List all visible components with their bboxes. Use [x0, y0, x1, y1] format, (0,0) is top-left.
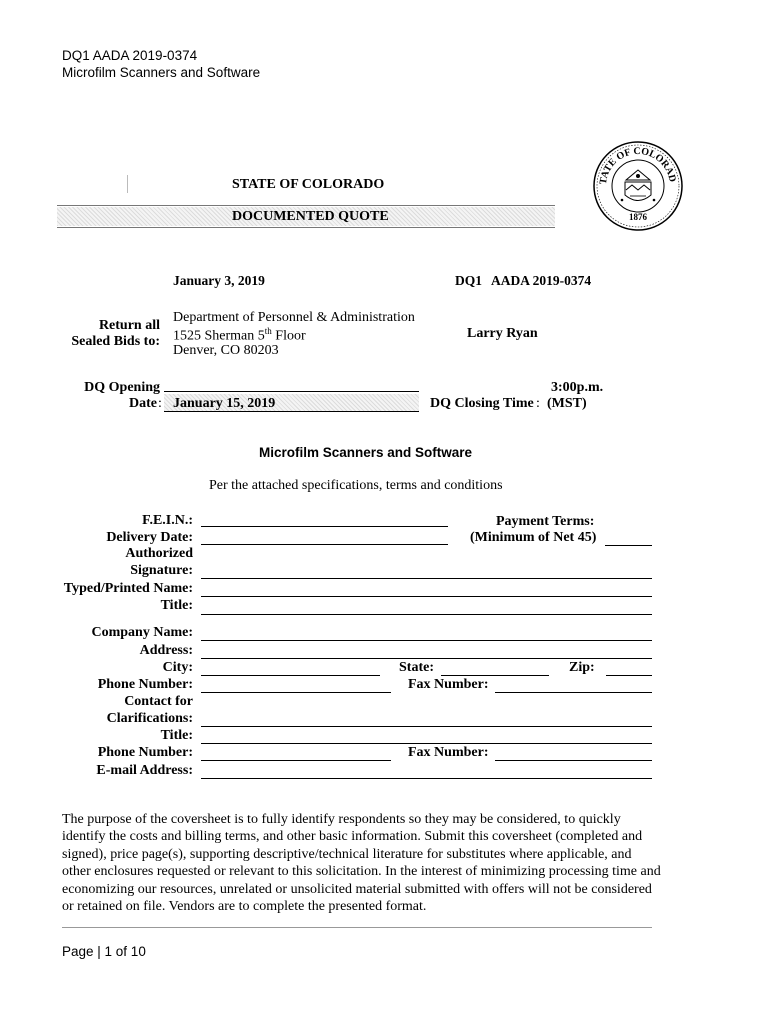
state-label: State:: [399, 660, 434, 675]
svg-text:STATE OF COLORADO: TATE OF COLORAD: [597, 145, 678, 186]
address-floor: Floor: [271, 328, 306, 344]
authorized-label: Authorized: [125, 546, 193, 561]
contact-title-label: Title:: [160, 728, 193, 743]
dq-number: AADA 2019-0374: [491, 273, 592, 288]
contact-name: Larry Ryan: [467, 326, 538, 341]
delivery-date-field[interactable]: [201, 544, 448, 545]
company-name-label: Company Name:: [91, 625, 193, 640]
closing-label: DQ Closing Time: [430, 396, 534, 411]
closing-time: 3:00p.m.: [551, 380, 604, 395]
contact-for-label: Contact for: [124, 694, 193, 709]
subject-subtitle: Per the attached specifications, terms and conditions: [209, 478, 503, 493]
signature-label: Signature:: [130, 563, 193, 578]
city-label: City:: [162, 660, 193, 675]
opening-label-2: Date: [129, 396, 157, 411]
delivery-date-label: Delivery Date:: [106, 530, 193, 545]
page-number: Page | 1 of 10: [62, 944, 146, 959]
payment-terms-field[interactable]: [605, 545, 652, 546]
footer-rule: [62, 927, 652, 928]
coversheet-instructions: The purpose of the coversheet is to fully identify respondents so they may be considered, to quickly identify the costs and billing terms, and other basic information. Submit this coversheet (completed and signed), price page(s), supporting descriptive/technical literature for substitutes where applicable, and other enclosures requested or relevant to this solicitation. In the interest of minimizing processing time and economizing our resources, unrelated or unsolicited material submitted with offers will not be considered or retained on file. Vendors are to complete the presented format.: [62, 812, 661, 915]
fein-field[interactable]: [201, 526, 448, 527]
address-line-1: Department of Personnel & Administration: [173, 310, 415, 325]
opening-date: January 15, 2019: [173, 396, 276, 411]
title-label: Title:: [160, 598, 193, 613]
return-label-2: Sealed Bids to:: [71, 334, 160, 349]
address-street: 1525 Sherman 5: [173, 328, 265, 344]
text-cursor-mark: [127, 175, 128, 193]
header-doc-id: DQ1 AADA 2019-0374: [62, 48, 198, 63]
title-rule-top: [57, 205, 555, 206]
address-field[interactable]: [201, 658, 652, 659]
state-field[interactable]: [441, 675, 549, 676]
svg-text:1876: 1876: [629, 212, 647, 222]
typed-name-label: Typed/Printed Name:: [63, 581, 193, 596]
documented-quote-title: DOCUMENTED QUOTE: [232, 209, 389, 224]
address-ordinal: th: [264, 326, 272, 336]
state-seal-logo: [592, 140, 684, 232]
email-field[interactable]: [201, 778, 652, 779]
opening-line-bottom: [164, 411, 419, 412]
zip-field[interactable]: [606, 675, 652, 676]
clarifications-label: Clarifications:: [106, 711, 193, 726]
dq-label: DQ1: [455, 273, 482, 288]
opening-colon: :: [158, 396, 162, 411]
issue-date: January 3, 2019: [173, 273, 265, 288]
phone-label: Phone Number:: [97, 677, 193, 692]
fein-label: F.E.I.N.:: [142, 513, 193, 528]
address-line-2: [173, 326, 306, 345]
opening-line-top: [164, 391, 419, 392]
city-field[interactable]: [201, 675, 380, 676]
header-doc-subject: Microfilm Scanners and Software: [62, 65, 261, 80]
return-label-1: Return all: [98, 318, 160, 333]
address-label: Address:: [139, 643, 193, 658]
address-line-3: Denver, CO 80203: [173, 343, 279, 358]
opening-label-1: DQ Opening: [84, 380, 160, 395]
zip-label: Zip:: [569, 660, 595, 675]
email-label: E-mail Address:: [96, 763, 193, 778]
payment-terms-minimum: (Minimum of Net 45): [470, 530, 597, 545]
contact-phone-field[interactable]: [201, 760, 391, 761]
clarifications-field[interactable]: [201, 726, 652, 727]
closing-timezone: (MST): [547, 396, 587, 411]
typed-name-field[interactable]: [201, 596, 652, 597]
phone-field[interactable]: [201, 692, 391, 693]
fax-label: Fax Number:: [408, 677, 489, 692]
contact-fax-label: Fax Number:: [408, 745, 489, 760]
contact-phone-label: Phone Number:: [97, 745, 193, 760]
signature-field[interactable]: [201, 578, 652, 579]
company-name-field[interactable]: [201, 640, 652, 641]
closing-colon: :: [536, 396, 540, 411]
contact-title-field[interactable]: [201, 743, 652, 744]
title-field[interactable]: [201, 614, 652, 615]
fax-field[interactable]: [495, 692, 652, 693]
payment-terms-label: Payment Terms:: [496, 514, 595, 529]
title-rule-bottom: [57, 227, 555, 228]
contact-fax-field[interactable]: [495, 760, 652, 761]
state-title: STATE OF COLORADO: [232, 177, 385, 192]
subject-title: Microfilm Scanners and Software: [259, 445, 473, 460]
